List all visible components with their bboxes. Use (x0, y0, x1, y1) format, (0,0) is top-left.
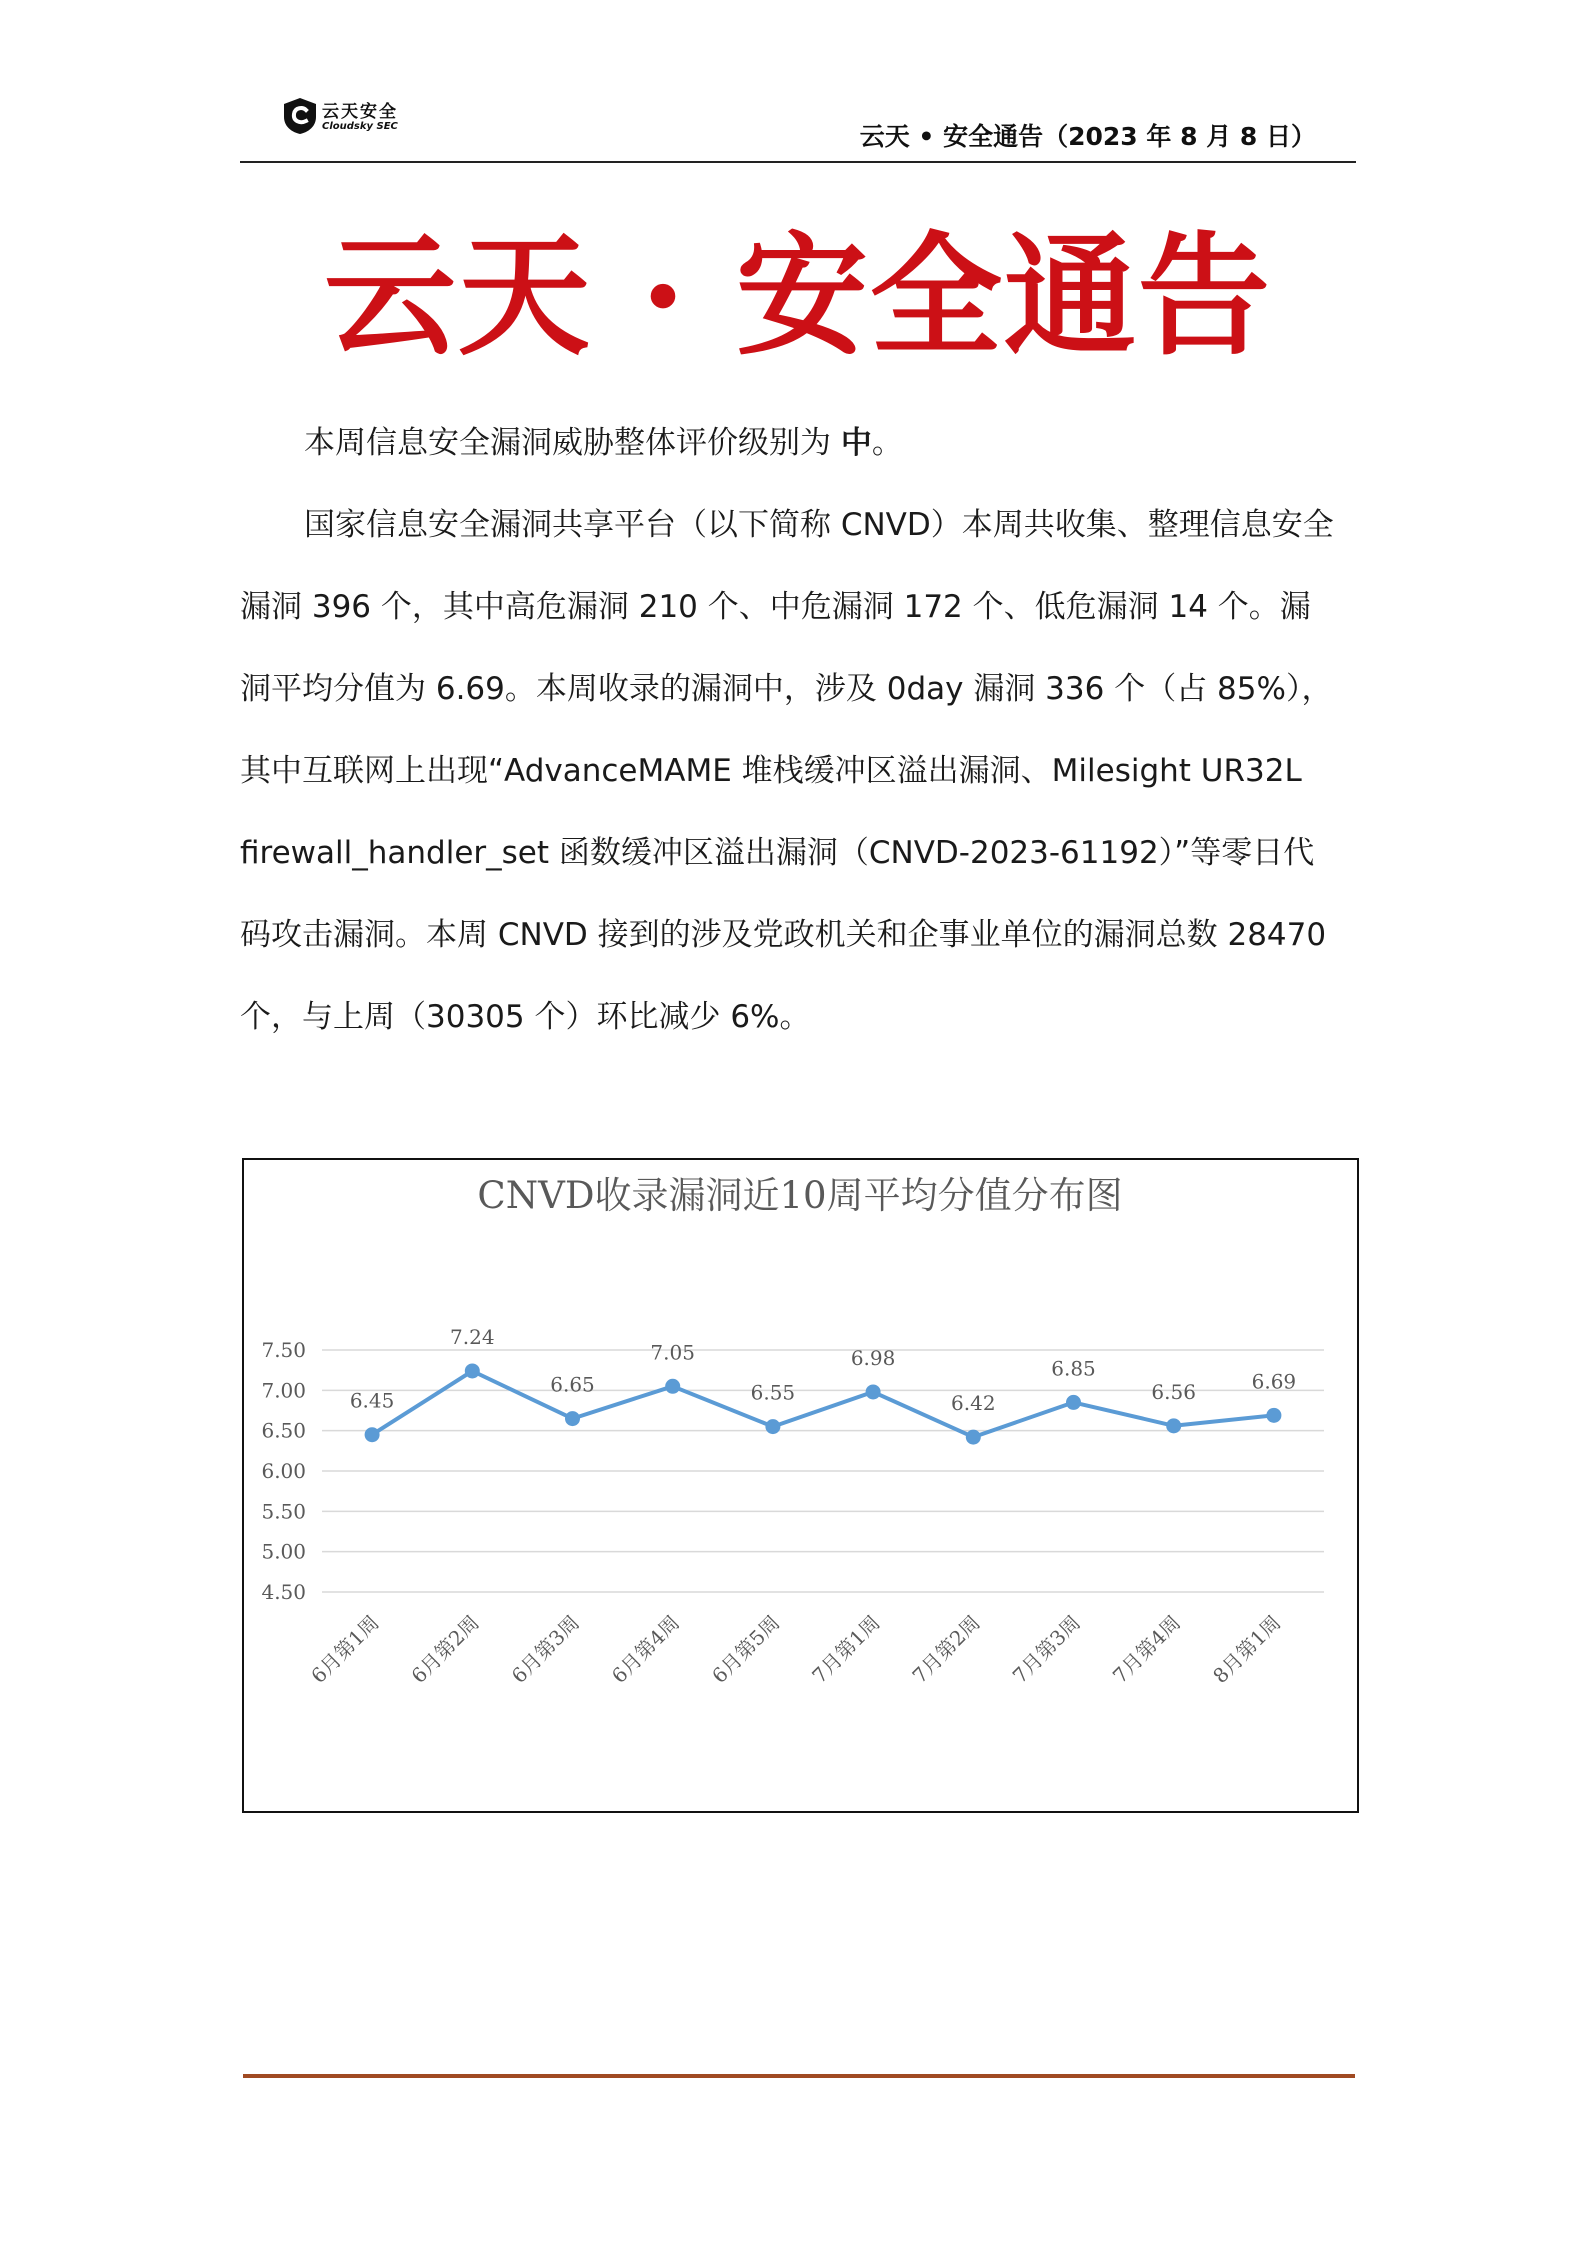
data-label: 6.98 (850, 1345, 896, 1370)
x-tick-label: 6月第5周 (707, 1610, 785, 1688)
logo (282, 95, 432, 141)
data-label: 6.65 (550, 1372, 595, 1397)
chart-title: CNVD收录漏洞近10周平均分值分布图 (477, 1174, 1123, 1217)
x-tick-label: 7月第3周 (1007, 1610, 1086, 1688)
data-point (565, 1411, 580, 1426)
line-chart (244, 1160, 1357, 1811)
x-tick-label: 7月第1周 (807, 1610, 885, 1688)
bulletin-body (240, 402, 1336, 1058)
page-header (240, 95, 1356, 163)
data-label: 6.56 (1151, 1379, 1196, 1404)
threat-level-paragraph (240, 402, 1336, 484)
data-label: 7.05 (650, 1340, 695, 1365)
x-tick-label: 6月第1周 (306, 1610, 384, 1688)
data-label: 6.42 (951, 1391, 996, 1416)
y-tick-label: 6.50 (261, 1418, 306, 1443)
data-label: 6.69 (1251, 1369, 1297, 1394)
data-label: 6.55 (750, 1380, 796, 1405)
series-line (372, 1371, 1274, 1437)
x-tick-label: 8月第1周 (1208, 1610, 1286, 1688)
data-label: 6.85 (1051, 1356, 1096, 1381)
data-point (765, 1419, 780, 1434)
data-point (1166, 1418, 1181, 1433)
x-tick-label: 7月第2周 (907, 1610, 985, 1688)
header-title: 云天 • 安全通告（2023 年 8 月 8 日） (859, 122, 1316, 151)
threat-level-end: 。 (871, 425, 903, 461)
y-tick-label: 7.00 (261, 1378, 306, 1403)
data-point (1266, 1408, 1281, 1423)
y-tick-label: 4.50 (261, 1580, 306, 1604)
x-tick-label: 6月第4周 (606, 1610, 685, 1688)
y-tick-label: 7.50 (261, 1338, 306, 1362)
data-point (665, 1379, 680, 1394)
data-point (465, 1363, 480, 1378)
cloudsky-logo-icon (282, 97, 318, 135)
x-tick-label: 6月第2周 (406, 1610, 484, 1688)
data-point (866, 1384, 881, 1399)
data-label: 6.45 (349, 1388, 395, 1413)
masthead-title: 云天 · 安全通告 (324, 219, 1272, 374)
y-tick-label: 6.00 (261, 1459, 306, 1483)
x-tick-label: 6月第3周 (506, 1610, 585, 1688)
data-point (1066, 1395, 1081, 1410)
summary-paragraph: 国家信息安全漏洞共享平台（以下简称 CNVD）本周共收集、整理信息安全漏洞 396 个，其中高危漏洞 210 个、中危漏洞 172 个、低危漏洞 14 个。漏洞平均分值为 6.69。本周收录的漏洞中，涉及 0day 漏洞 336 个（占 85%），其中互联网上出现“AdvanceMAME 堆栈缓冲区溢出漏洞、Milesight UR32L firewall_handler_set 函数缓冲区溢出漏洞（CNVD-2023-61192）”等零日代码攻击漏洞。本周 CNVD 接到的涉及党政机关和企事业单位的漏洞总数 28470 个，与上周（30305 个）环比减少 6%。 (240, 507, 1334, 1035)
footer-divider (243, 2074, 1355, 2078)
data-point (966, 1430, 981, 1445)
y-tick-label: 5.50 (261, 1499, 306, 1524)
x-tick-label: 7月第4周 (1107, 1610, 1186, 1688)
data-point (365, 1427, 380, 1442)
logo-text-en: Cloudsky SEC (322, 121, 398, 132)
threat-level-value: 中 (840, 425, 872, 461)
data-label: 7.24 (450, 1324, 495, 1349)
logo-text-cn: 云天安全 (322, 102, 398, 122)
y-tick-label: 5.00 (261, 1539, 306, 1564)
chart-frame (242, 1158, 1359, 1813)
threat-level-text: 本周信息安全漏洞威胁整体评价级别为 (304, 425, 831, 461)
